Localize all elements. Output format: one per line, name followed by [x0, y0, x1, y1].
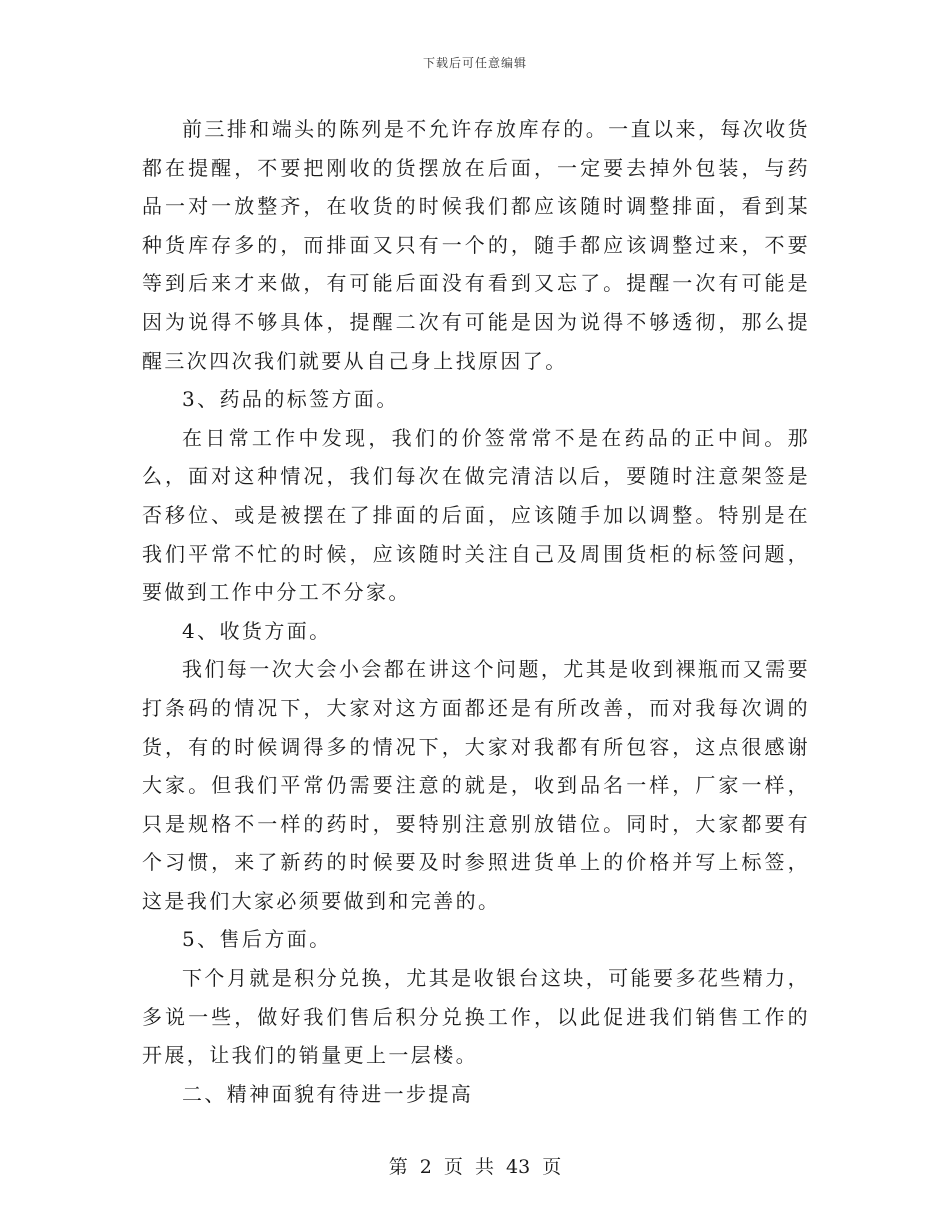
document-body: [142, 110, 810, 1113]
paragraph-receiving: 我们每一次大会小会都在讲这个问题，尤其是收到裸瓶而又需要打条码的情况下，大家对这方面都还是有所改善，而对我每次调的货，有的时候调得多的情况下，大家对我都有所包容，这点很感谢大家。但我们平常仍需要注意的就是，收到品名一样，厂家一样，只是规格不一样的药时，要特别注意别放错位。同时，大家都要有个习惯，来了新药的时候要及时参照进货单上的价格并写上标签，这是我们大家必须要做到和完善的。: [142, 657, 810, 913]
heading-labels: 3、药品的标签方面。: [182, 387, 399, 412]
paragraph-after-sales: 下个月就是积分兑换，尤其是收银台这块，可能要多花些精力，多说一些，做好我们售后积分兑换工作，以此促进我们销售工作的开展，让我们的销量更上一层楼。: [142, 966, 810, 1068]
paragraph-labels: 在日常工作中发现，我们的价签常常不是在药品的正中间。那么，面对这种情况，我们每次在做完清洁以后，要随时注意架签是否移位、或是被摆在了排面的后面，应该随手加以调整。特别是在我们平常不忙的时候，应该随时关注自己及周围货柜的标签问题，要做到工作中分工不分家。: [142, 425, 810, 605]
paragraph-display-rules: 前三排和端头的陈列是不允许存放库存的。一直以来，每次收货都在提醒，不要把刚收的货摆放在后面，一定要去掉外包装，与药品一对一放整齐，在收货的时候我们都应该随时调整排面，看到某种货库存多的，而排面又只有一个的，随手都应该调整过来，不要等到后来才来做，有可能后面没有看到又忘了。提醒一次有可能是因为说得不够具体，提醒二次有可能是因为说得不够透彻，那么提醒三次四次我们就要从自己身上找原因了。: [142, 117, 810, 373]
header-note: 下载后可任意编辑: [422, 56, 527, 70]
heading-receiving: 4、收货方面。: [182, 618, 332, 643]
page-number: 第 2 页 共 43 页: [388, 1156, 562, 1178]
heading-spirit: 二、精神面貌有待进一步提高: [182, 1081, 474, 1106]
heading-after-sales: 5、售后方面。: [182, 927, 332, 952]
